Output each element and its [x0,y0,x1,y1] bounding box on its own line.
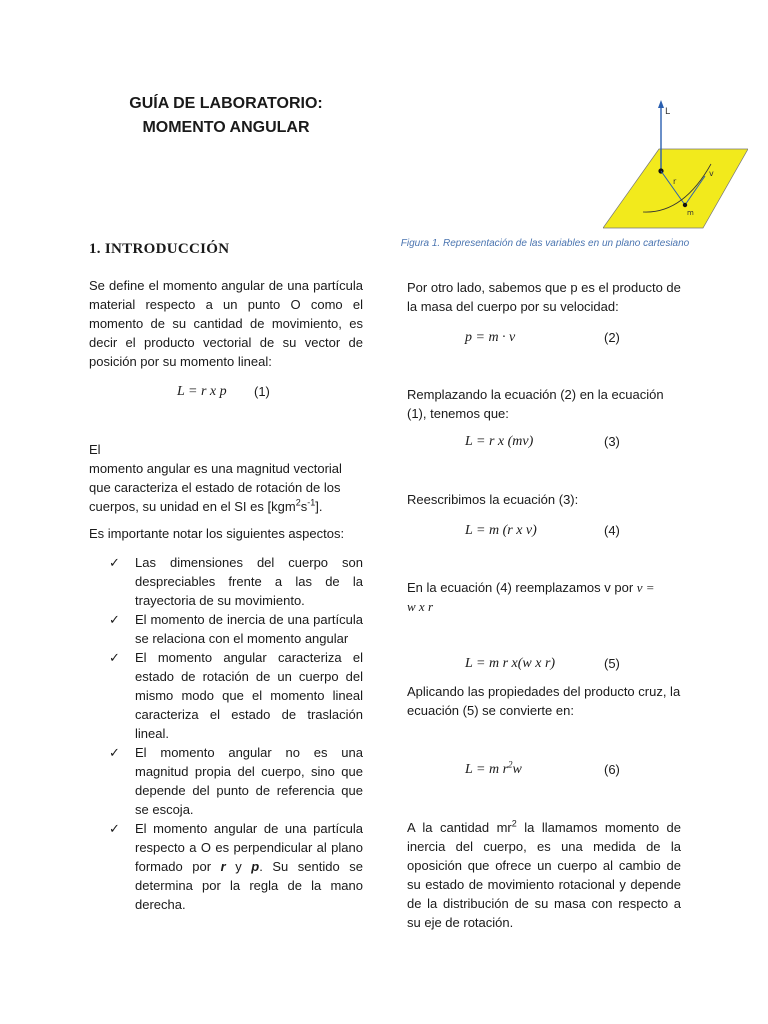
check-mark-icon: ✓ [109,745,120,760]
label-L: L [665,107,671,117]
aspects-list [109,553,363,914]
document-title: GUÍA DE LABORATORIO: MOMENTO ANGULAR [129,95,323,136]
equation-4 [407,521,681,541]
eq6-expr-a: L = m r [465,762,509,777]
magnitude-paragraph [89,440,363,516]
section-heading: 1. INTRODUCCIÓN [89,241,230,257]
unit-end: ]. [315,499,323,514]
list-item [109,553,363,610]
L-arrowhead [658,100,664,108]
eq6-sup: 2 [508,759,513,770]
list-item [109,610,363,648]
aspect-y: y [225,859,252,874]
aspects-intro: Es importante notar los siguientes aspectos: [89,526,345,541]
check-mark-icon: ✓ [109,821,120,836]
equation-3 [407,432,681,452]
equation-1-expression: L = r x p [177,384,227,399]
aspect-text: El momento angular caracteriza el estado de rotación de un cuerpo del mismo modo que el momento lineal caracteriza el estado de traslación lineal. [135,650,363,741]
check-mark-icon: ✓ [109,612,120,627]
vector-p: p [251,859,260,874]
check-mark-icon: ✓ [109,555,120,570]
p6-text-b: la llamamos momento de inercia del cuerpo, es una medida de la oposición que ofrece un cuerpo al cambio de su estado de movimiento rotacional y depende de la distribución de su masa con respecto a su eje de rotación. [407,820,682,930]
left-column [89,92,364,912]
equation-5-number: (5) [604,656,620,671]
p6-sup: 2 [511,818,517,829]
right-paragraph-3: Reescribimos la ecuación (3): [407,492,579,507]
aspect-text: Las dimensiones del cuerpo son despreciables frente a las de la trayectoria de su movimiento. [135,555,363,608]
aspect-text-a: El momento angular de una partícula respecto a O es perpendicular al plano formado por [135,821,363,874]
intro-paragraph: Se define el momento angular de una partícula material respecto a un punto O como el momento de su cantidad de movimiento, es decir el producto vectorial de su vector de posición por su momento lineal: [89,278,363,369]
p4-text: En la ecuación (4) reemplazamos v por [407,580,637,595]
unit-sup-2: -1 [307,497,316,508]
angular-momentum-diagram [603,92,748,230]
figure-caption: Figura 1. Representación de las variables en un plano cartesiano [400,238,690,249]
right-paragraph-1: Por otro lado, sabemos que p es el producto de la masa del cuerpo por su velocidad: [407,280,681,314]
magnitude-text: momento angular es una magnitud vectorial que caracteriza el estado de rotación de los cuerpos, su unidad en el SI es [kgm [89,461,342,514]
right-paragraph-6 [407,818,681,932]
right-paragraph-5: Aplicando las propiedades del producto cruz, la ecuación (5) se convierte en: [407,684,681,718]
equation-6-expression [465,760,522,779]
equation-4-expression: L = m (r x v) [465,523,537,538]
list-item [109,819,363,914]
magnitude-line1: El [89,442,101,457]
equation-6 [407,760,681,780]
equation-1 [89,382,363,402]
p4-math-wxr: w x r [407,599,433,614]
label-v: v [709,169,714,178]
aspect-text: El momento angular no es una magnitud propia del cuerpo, sino que depende del punto de referencia que se escoja. [135,745,363,817]
figure-1 [603,92,748,230]
equation-2 [407,328,681,348]
mass-point [683,203,687,207]
list-item [109,648,363,743]
equation-1-number: (1) [254,384,270,399]
unit-s: s [300,499,308,514]
equation-3-expression: L = r x (mv) [465,434,534,449]
aspect-text: El momento de inercia de una partícula se relaciona con el momento angular [135,612,363,646]
equation-5-expression: L = m r x(w x r) [465,656,556,671]
p4-math-v: v = [636,580,655,595]
vector-r: r [220,859,226,874]
equation-2-number: (2) [604,330,620,345]
equation-3-number: (3) [604,434,620,449]
equation-2-expression: p = m · v [465,330,516,345]
label-r: r [673,177,677,186]
unit-sup-1: 2 [295,497,301,508]
eq6-expr-b: w [512,762,522,777]
p6-text-a: A la cantidad mr [407,820,512,835]
equation-4-number: (4) [604,523,620,538]
aspect-text-b: . Su sentido se determina por la regla de la mano derecha. [135,859,364,912]
right-paragraph-4 [407,578,681,616]
right-paragraph-2: Remplazando la ecuación (2) en la ecuación (1), tenemos que: [407,387,664,421]
equation-6-number: (6) [604,762,620,777]
equation-5 [407,654,681,674]
list-item [109,743,363,819]
check-mark-icon: ✓ [109,650,120,665]
label-m: m [687,209,694,217]
yellow-plane [603,149,748,228]
